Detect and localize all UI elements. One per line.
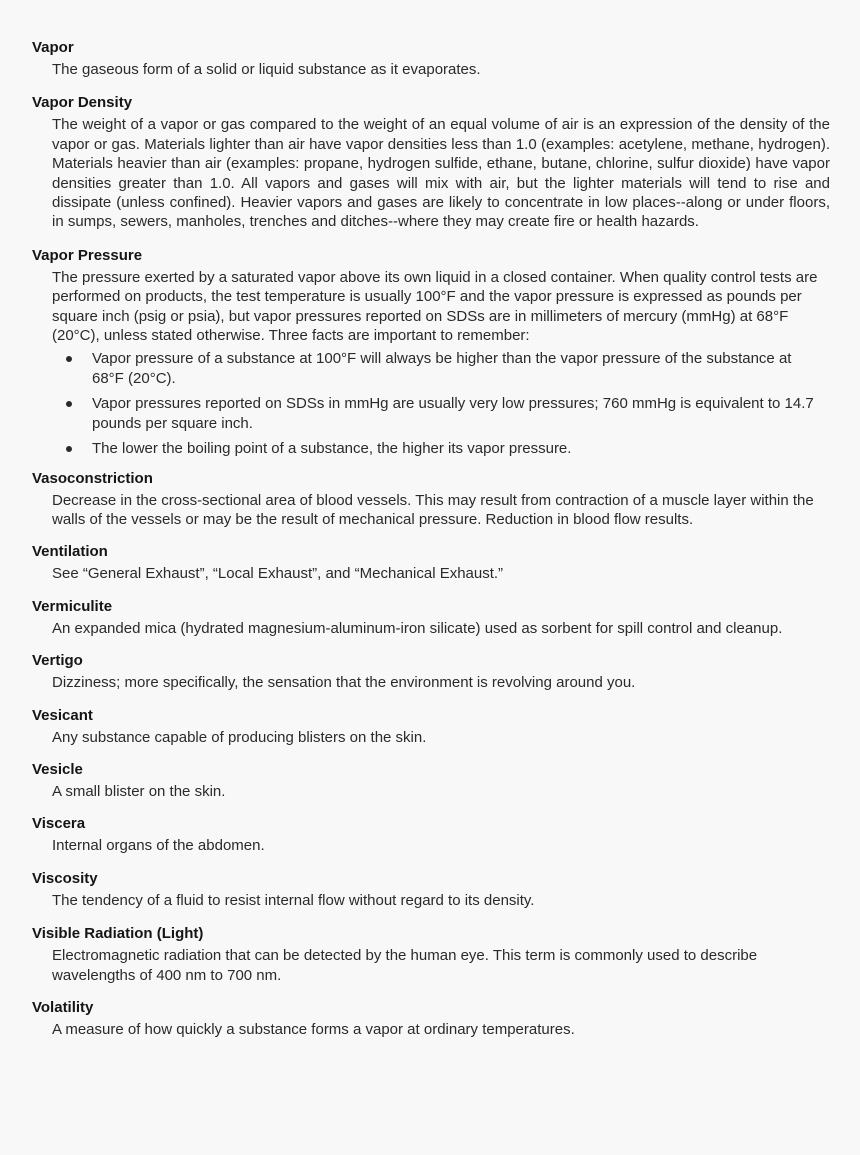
bullet-list [52, 349, 830, 458]
definition-text: The pressure exerted by a saturated vapor above its own liquid in a closed container. When quality control tests are performed on products, the test temperature is usually 100°F and the vapor pressure is expressed as pounds per square inch (psig or psia), but vapor pressures reported on SDSs are in millimeters of mercury (mmHg) at 68°F (20°C), unless stated otherwise. Three facts are important to remember: [52, 268, 818, 345]
definition-vasoconstriction [52, 491, 830, 530]
definition-text: Electromagnetic radiation that can be detected by the human eye. This term is commonly used to describe wavelengths of 400 nm to 700 nm. [52, 947, 758, 984]
definition-text: A small blister on the skin. [52, 782, 226, 800]
definition-text: The weight of a vapor or gas compared to the weight of an equal volume of air is an expression of the density of the vapor or gas. Materials lighter than air have vapor densities less than 1.0 (examples: acetylene, methane, hydrogen). Materials heavier than air (examples: propane, hydrogen sulfide, ethane, butane, chlorine, sulfur dioxide) have vapor densities greater than 1.0. All vapors and gases will mix with air, but the lighter materials will tend to rise and dissipate (unless confined). Heavier vapors and gases are likely to concentrate in low places--along or under floors, in sumps, sewers, manholes, trenches and ditches--where they may create fire or health hazards. [52, 116, 830, 231]
glossary-entry-viscosity [32, 869, 830, 910]
term-vertigo: Vertigo [32, 652, 83, 670]
definition-text: See “General Exhaust”, “Local Exhaust”, and “Mechanical Exhaust.” [52, 565, 504, 583]
definition-viscosity [52, 891, 830, 910]
glossary-entry-vermiculite [32, 597, 830, 638]
term-vapor-pressure: Vapor Pressure [32, 246, 143, 264]
bullet-text: The lower the boiling point of a substance, the higher its vapor pressure. [92, 440, 572, 458]
glossary-entry-vesicle [32, 760, 830, 801]
bullet-icon [66, 446, 72, 452]
glossary-entry-vapor-pressure [32, 246, 830, 459]
term-vermiculite: Vermiculite [32, 597, 113, 615]
definition-text: Internal organs of the abdomen. [52, 837, 265, 855]
definition-text: Decrease in the cross-sectional area of blood vessels. This may result from contraction of a muscle layer within the walls of the vessels or may be the result of mechanical pressure. Reduction in blood flow results. [52, 491, 814, 528]
definition-vermiculite [52, 619, 830, 638]
bullet-icon [66, 401, 72, 407]
definition-volatility [52, 1020, 830, 1039]
definition-vapor-pressure [52, 268, 830, 459]
definition-text: The tendency of a fluid to resist internal flow without regard to its density. [52, 891, 535, 909]
list-item [52, 349, 830, 388]
glossary-entry-vasoconstriction [32, 469, 830, 530]
glossary-entry-vertigo [32, 651, 830, 692]
definition-viscera [52, 836, 830, 855]
definition-vesicant [52, 728, 830, 747]
glossary-entry-ventilation [32, 542, 830, 583]
term-vasoconstriction: Vasoconstriction [32, 469, 153, 487]
term-viscera: Viscera [32, 815, 86, 833]
term-ventilation: Ventilation [32, 543, 108, 561]
definition-text: A measure of how quickly a substance forms a vapor at ordinary temperatures. [52, 1020, 575, 1038]
glossary-entry-volatility [32, 998, 830, 1039]
term-vesicle: Vesicle [32, 760, 83, 778]
definition-visible-radiation [52, 946, 830, 985]
definition-vesicle [52, 782, 830, 801]
definition-text: Any substance capable of producing blisters on the skin. [52, 728, 427, 746]
term-volatility: Volatility [32, 998, 94, 1016]
glossary-entry-visible-radiation [32, 924, 830, 985]
bullet-text: Vapor pressure of a substance at 100°F will always be higher than the vapor pressure of the substance at 68°F (20°C). [92, 350, 792, 387]
bullet-icon [66, 356, 72, 362]
term-vapor: Vapor [32, 39, 74, 56]
glossary-entry-vesicant [32, 706, 830, 747]
term-visible-radiation: Visible Radiation (Light) [32, 925, 204, 943]
list-item [52, 394, 830, 433]
term-vesicant: Vesicant [32, 706, 93, 724]
definition-text: Dizziness; more specifically, the sensation that the environment is revolving around you. [52, 674, 636, 692]
definition-vapor-density [52, 115, 830, 231]
definition-vertigo [52, 673, 830, 692]
definition-ventilation [52, 564, 830, 583]
definition-text: The gaseous form of a solid or liquid substance as it evaporates. [52, 61, 481, 78]
glossary-entry-vapor-density [32, 93, 830, 231]
glossary-entry-vapor [32, 38, 830, 79]
bullet-text: Vapor pressures reported on SDSs in mmHg are usually very low pressures; 760 mmHg is equivalent to 14.7 pounds per square inch. [92, 395, 814, 432]
term-vapor-density: Vapor Density [32, 94, 133, 112]
term-viscosity: Viscosity [32, 869, 98, 887]
glossary-entry-viscera [32, 814, 830, 855]
definition-text: An expanded mica (hydrated magnesium-aluminum-iron silicate) used as sorbent for spill control and cleanup. [52, 619, 783, 637]
list-item [52, 439, 830, 458]
definition-vapor [52, 60, 830, 79]
